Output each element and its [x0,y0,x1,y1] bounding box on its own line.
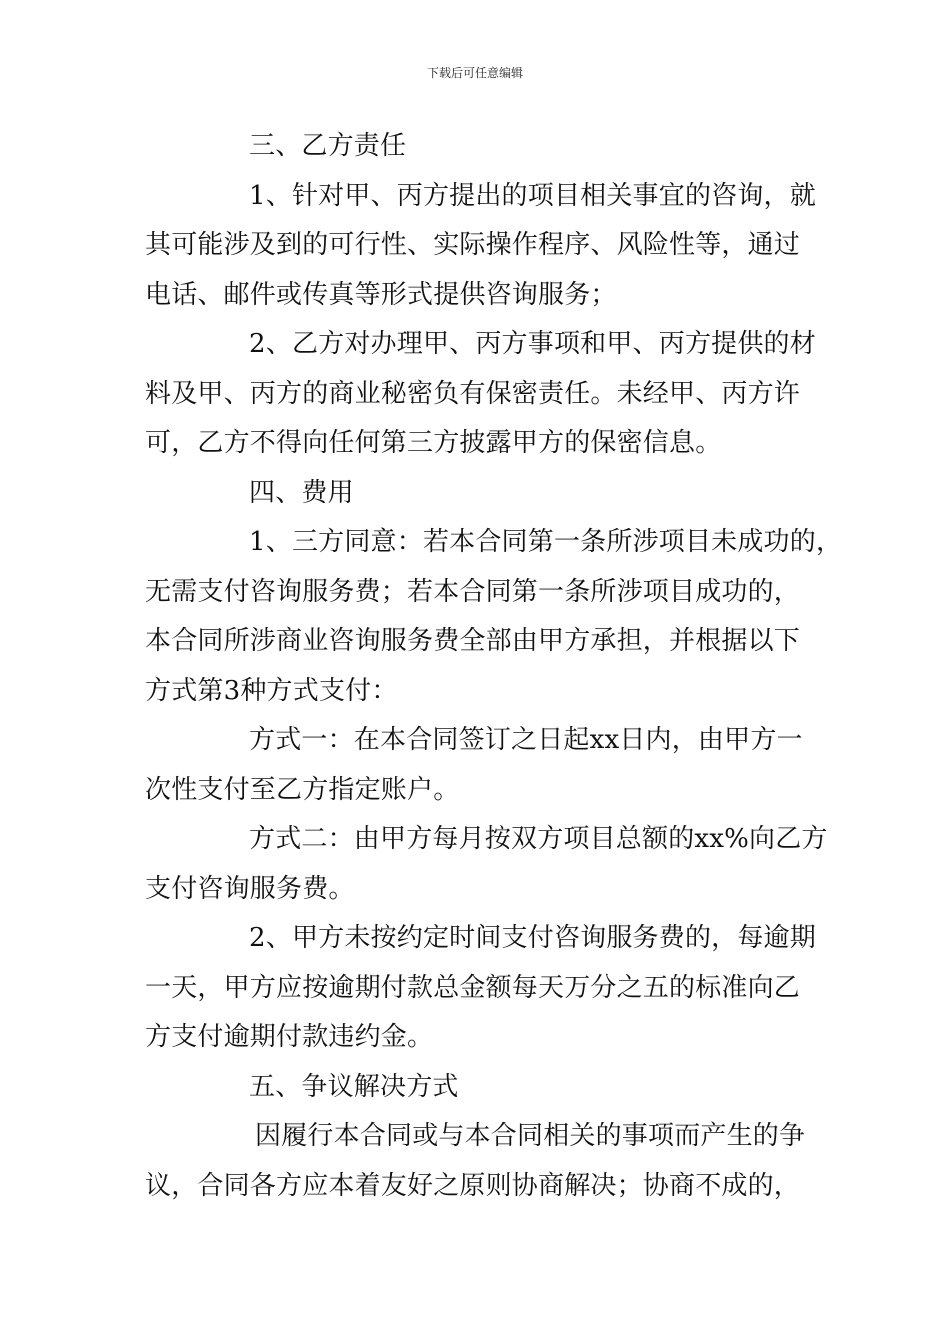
paragraph-line: 方式一：在本合同签订之日起xx日内，由甲方一 [249,725,803,755]
document-body [145,122,843,1211]
paragraph-line: 可，乙方不得向任何第三方披露甲方的保密信息。 [145,428,722,458]
paragraph-line: 无需支付咨询服务费；若本合同第一条所涉项目成功的， [145,576,801,607]
paragraph-line: 因履行本合同或与本合同相关的事项而产生的争 [255,1121,806,1151]
paragraph-line: 方支付逾期付款违约金。 [145,1022,434,1052]
page-header: 下载后可任意编辑 [426,66,523,80]
paragraph-line: 支付咨询服务费。 [145,873,355,904]
paragraph-line: 料及甲、丙方的商业秘密负有保密责任。未经甲、丙方许 [145,378,801,409]
paragraph-line: 1、三方同意：若本合同第一条所涉项目未成功的， [249,527,843,557]
paragraph-line: 议，合同各方应本着友好之原则协商解决；协商不成的， [145,1170,801,1201]
paragraph-line: 一天，甲方应按逾期付款总金额每天万分之五的标准向乙 [145,972,801,1003]
section-heading-3: 三、乙方责任 [249,131,407,161]
paragraph-line: 2、甲方未按约定时间支付咨询服务费的，每逾期 [249,923,816,953]
paragraph-line: 电话、邮件或传真等形式提供咨询服务； [145,279,617,310]
paragraph-line: 本合同所涉商业咨询服务费全部由甲方承担，并根据以下 [145,626,801,656]
paragraph-line: 方式第3种方式支付： [145,675,398,706]
paragraph-line: 次性支付至乙方指定账户。 [145,774,460,805]
section-heading-5: 五、争议解决方式 [249,1071,459,1102]
paragraph-line: 2、乙方对办理甲、丙方事项和甲、丙方提供的材 [249,329,816,359]
paragraph-line: 其可能涉及到的可行性、实际操作程序、风险性等，通过 [145,230,801,260]
section-heading-4: 四、费用 [249,477,354,508]
paragraph-line: 1、针对甲、丙方提出的项目相关事宜的咨询，就 [249,180,816,211]
paragraph-line: 方式二：由甲方每月按双方项目总额的xx%向乙方 [249,824,828,854]
